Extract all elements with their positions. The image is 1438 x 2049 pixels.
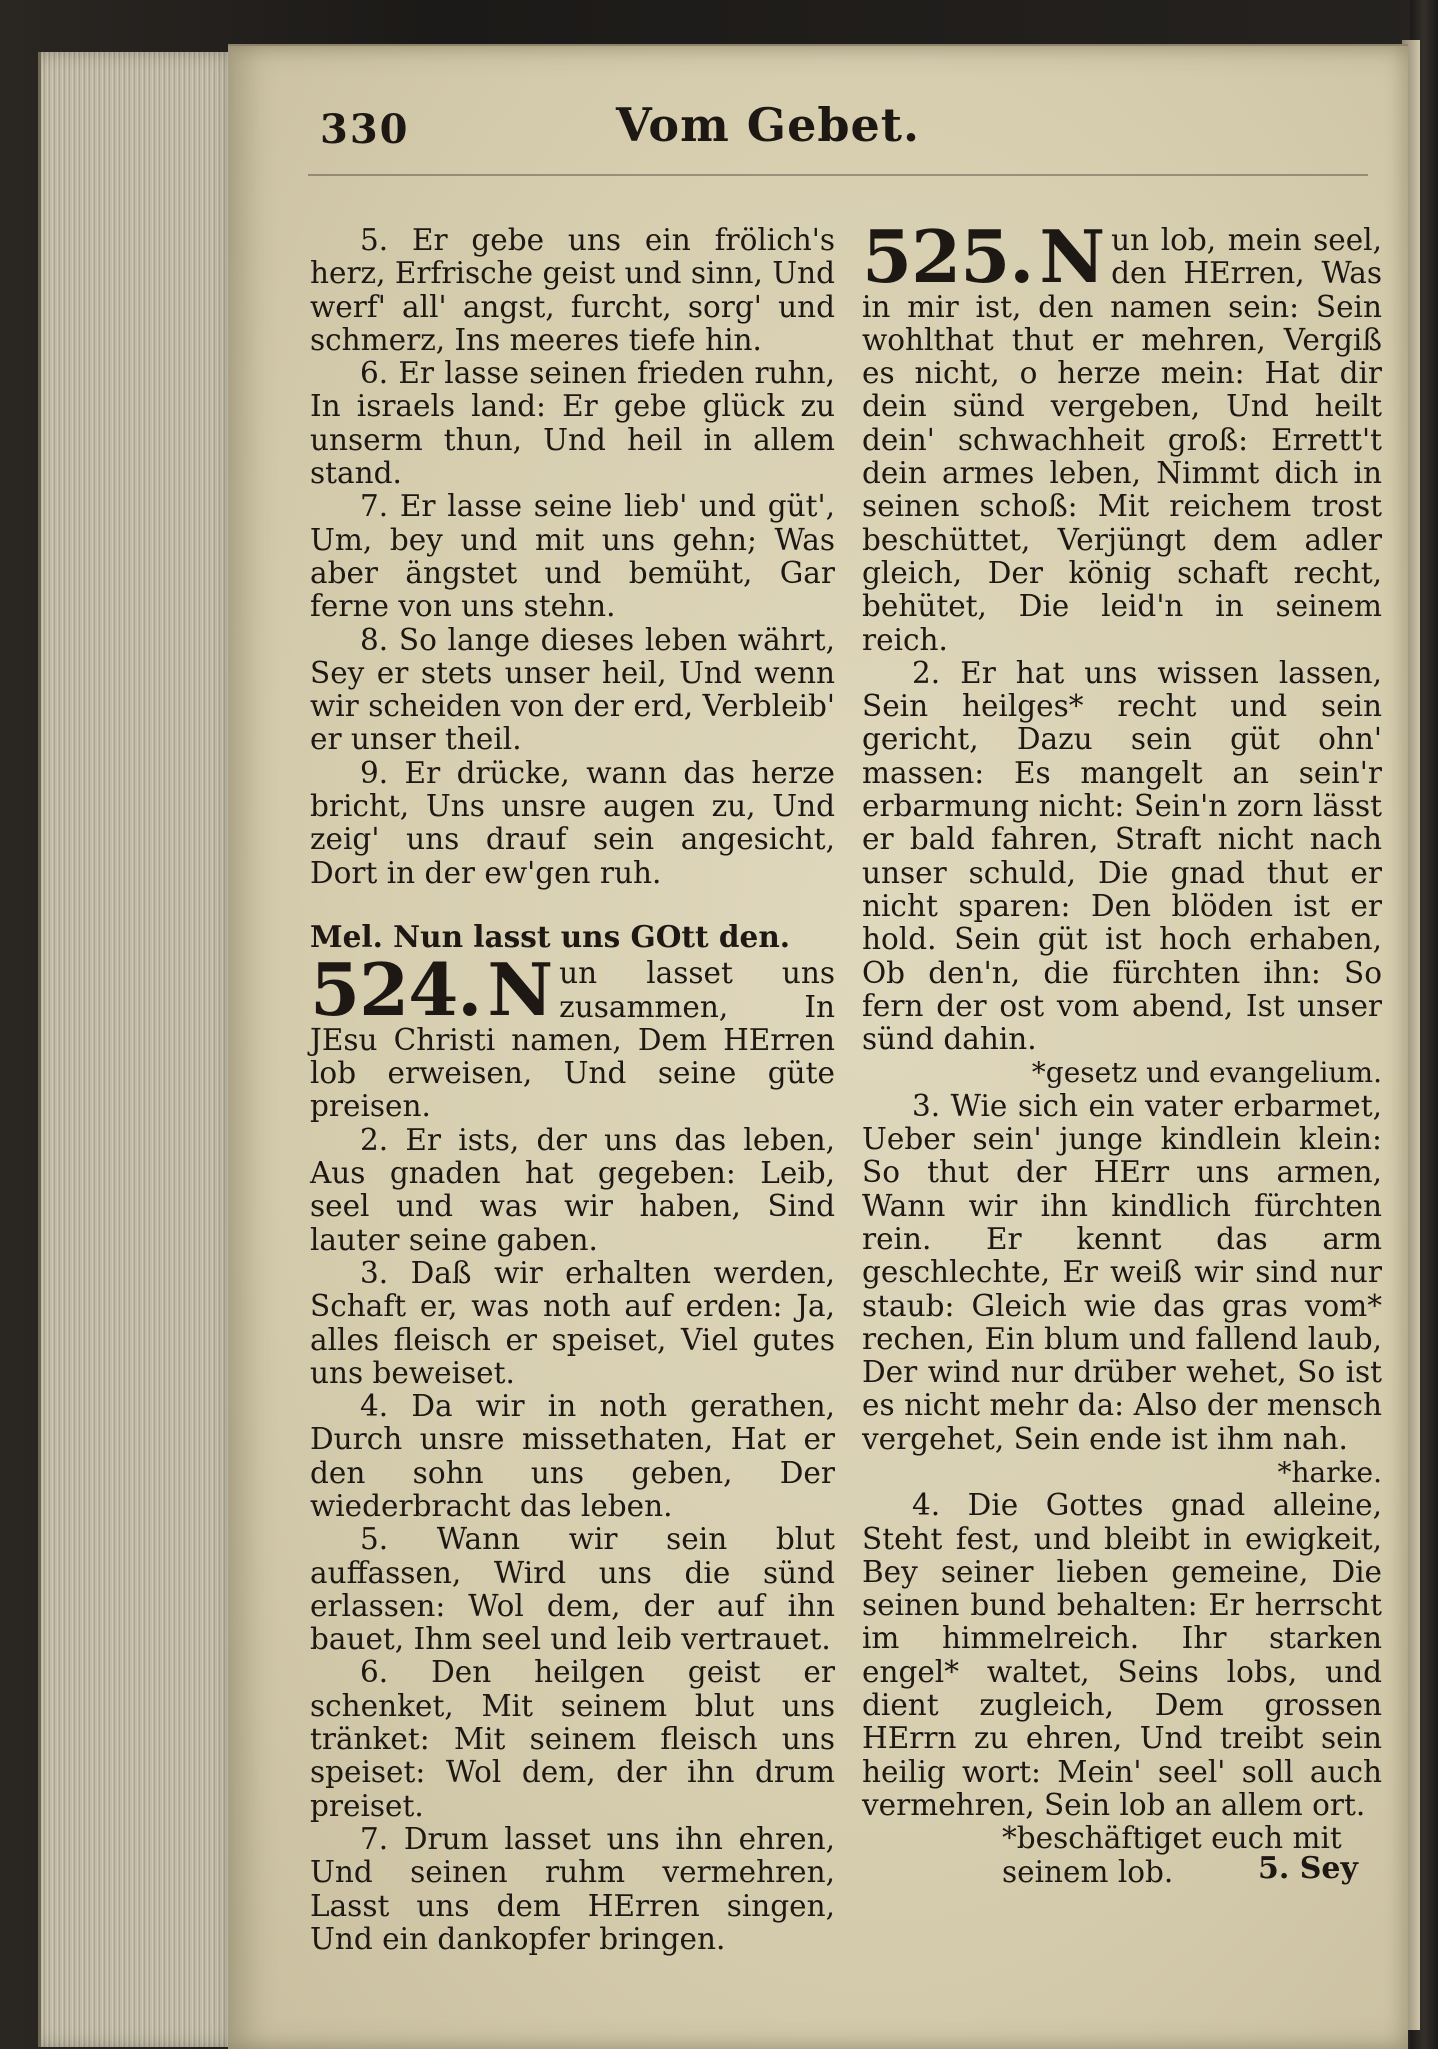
hymn-524-text: un lasset uns zusammen, In JEsu Christi namen, Dem HErren lob erweisen, Und seine güte preisen.: [310, 956, 835, 1124]
page-block-edges: [38, 52, 241, 2047]
verse: 7. Drum lasset uns ihn ehren, Und seinen ruhm vermehren, Lasst uns dem HErren singen, Und ein dankopfer bringen.: [310, 1821, 835, 1956]
melody-line: Mel. Nun lasst uns GOtt den.: [310, 918, 791, 954]
verse: 9. Er drücke, wann das herze bricht, Uns unsre augen zu, Und zeig' uns drauf sein angesicht, Dort in der ew'gen ruh.: [310, 755, 835, 890]
verse: 6. Er lasse seinen frieden ruhn, In israels land: Er gebe glück zu unserm thun, Und heil in allem stand.: [310, 356, 835, 491]
hymn-525-first-verse: [862, 214, 1382, 657]
footnote: *beschäftiget euch mit seinem lob.: [1002, 1821, 1342, 1889]
right-column: [862, 214, 1382, 1889]
verse: 3. Wie sich ein vater erbarmet, Ueber sein' junge kindlein klein: So thut der HErr uns armen, Wann wir ihn kindlich fürchten rein. Er kennt das arm geschlechte, Er weiß wir sind nur staub: Gleich wie das gras vom* rechen, Ein blum und fallend laub, Der wind nur drüber wehet, So ist es nicht mehr da: Also der mensch vergehet, Sein ende ist ihm nah.: [862, 1088, 1382, 1456]
verse: 2. Er hat uns wissen lassen, Sein heilges* recht und sein gericht, Dazu sein güt ohn' massen: Es mangelt an sein'r erbarmung nicht: Sein'n zorn lässt er bald fahren, Straft nicht nach unser schuld, Die gnad thut er nicht sparen: Den blöden ist er hold. Sein güt ist hoch erhaben, Ob den'n, die fürchten ihn: So fern der ost vom abend, Ist unser sünd dahin.: [862, 655, 1382, 1057]
drop-cap-525: N: [1039, 214, 1106, 299]
footnote: *gesetz und evangelium.: [1031, 1056, 1382, 1090]
drop-cap-524: N: [487, 947, 554, 1033]
catchword: 5. Sey: [1258, 1851, 1358, 1886]
running-head-title: Vom Gebet.: [615, 98, 921, 152]
hymn-number-524: 524.: [310, 947, 482, 1033]
verse: 3. Daß wir erhalten werden, Schaft er, was noth auf erden: Ja, alles fleisch er speiset, Viel gutes uns beweiset.: [310, 1255, 835, 1390]
verse: 5. Wann wir sein blut auffassen, Wird uns die sünd erlassen: Wol dem, der auf ihn bauet, Ihm seel und leib vertrauet.: [310, 1522, 835, 1657]
page-number: 330: [320, 106, 410, 153]
verse: 7. Er lasse seine lieb' und güt', Um, bey und mit uns gehn; Was aber ängstet und bemüht, Gar ferne von uns stehn.: [310, 489, 835, 624]
hymn-525-text: un lob, mein seel, den HErren, Was in mir ist, den namen sein: Sein wohlthat thut er mehren, Vergiß es nicht, o herze mein: Hat dir dein sünd vergeben, Und heilt dein' schwachheit groß: Errett't dein armes leben, Nimmt dich in seinen schoß: Mit reichem trost beschüttet, Verjüngt dem adler gleich, Der könig schaft recht, behütet, Die leid'n in seinem reich.: [862, 223, 1382, 657]
footnote: *harke.: [1277, 1455, 1382, 1489]
header-rule: [308, 174, 1368, 176]
verse: 5. Er gebe uns ein frölich's herz, Erfrische geist und sinn, Und werf' all' angst, furcht, sorg' und schmerz, Ins meeres tiefe hin.: [310, 223, 835, 357]
verse: 4. Da wir in noth gerathen, Durch unsre missethaten, Hat er den sohn uns geben, Der wiederbracht das leben.: [310, 1389, 835, 1523]
hymn-number-525: 525.: [862, 214, 1034, 299]
verse: 8. So lange dieses leben währt, Sey er stets unser heil, Und wenn wir scheiden von der erd, Verbleib' er unser theil.: [310, 622, 835, 757]
verse: 4. Die Gottes gnad alleine, Steht fest, und bleibt in ewigkeit, Bey seiner lieben gemeine, Die seinen bund behalten: Er herrscht im himmelreich. Ihr starken engel* waltet, Seins lobs, und dient zugleich, Dem grossen HErrn zu ehren, Und treibt sein heilig wort: Mein' seel' soll auch vermehren, Sein lob an allem ort.: [862, 1488, 1382, 1822]
verse: 2. Er ists, der uns das leben, Aus gnaden hat gegeben: Leib, seel und was wir haben, Sind lauter seine gaben.: [310, 1122, 835, 1257]
verse: 6. Den heilgen geist er schenket, Mit seinem blut uns tränket: Mit seinem fleisch uns speiset: Wol dem, der ihn drum preiset.: [310, 1655, 835, 1823]
left-column: [310, 224, 835, 1956]
book-page: [228, 44, 1408, 2049]
hymn-524-first-verse: [310, 947, 835, 1124]
